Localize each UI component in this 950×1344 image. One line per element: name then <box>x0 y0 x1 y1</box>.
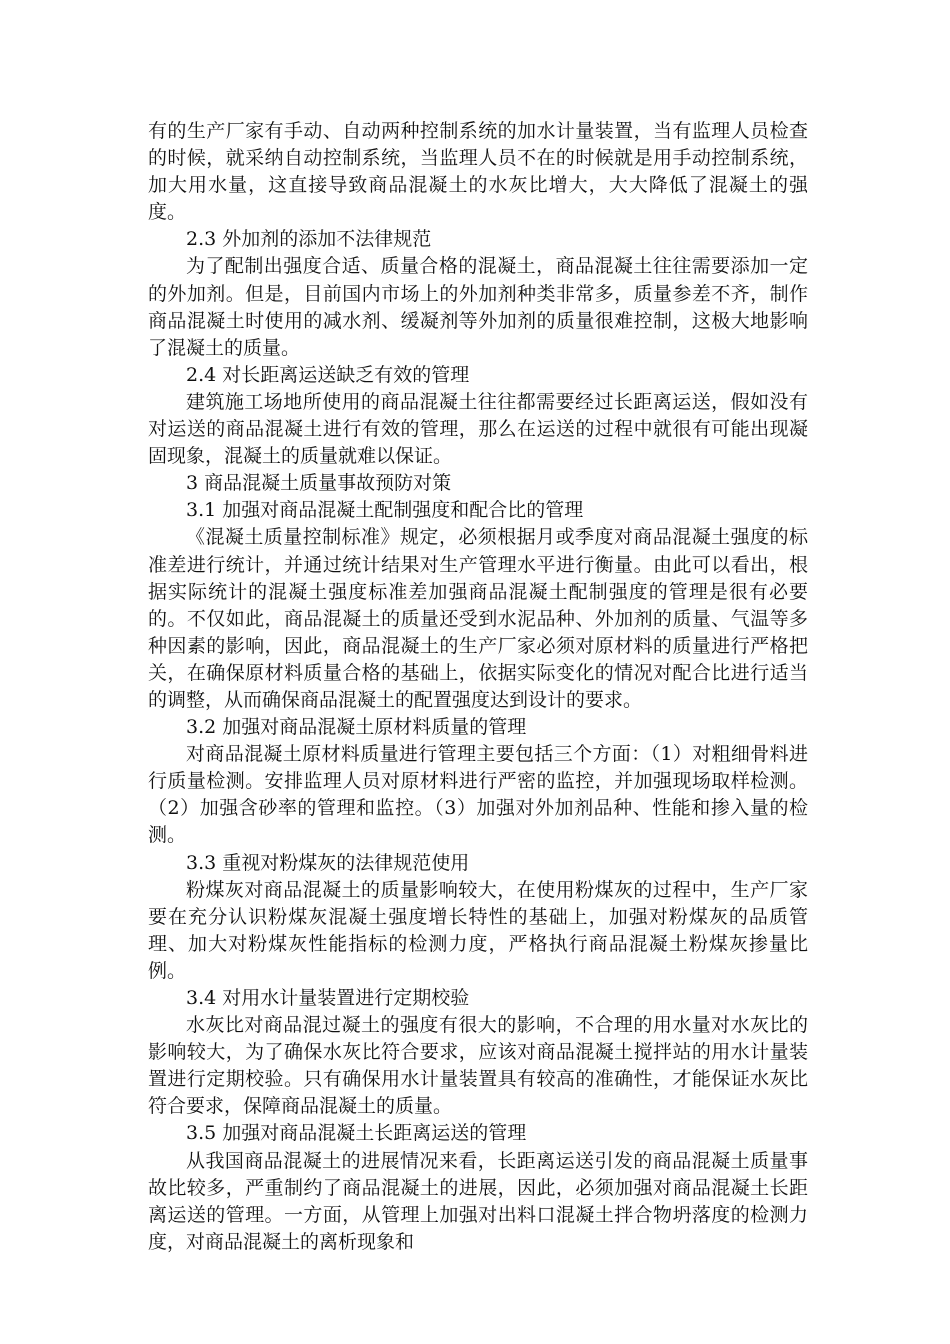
paragraph-admixtures: 为了配制出强度合适、质量合格的混凝土，商品混凝土往往需要添加一定的外加剂。但是，目前国内市场上的外加剂种类非常多，质量参差不齐，制作商品混凝土时使用的减水剂、缓凝剂等外加剂的质量很难控制，这极大地影响了混凝土的质量。 <box>148 255 808 359</box>
heading-3-5: 3.5 加强对商品混凝土长距离运送的管理 <box>186 1122 527 1145</box>
heading-3-4: 3.4 对用水计量装置进行定期校验 <box>186 987 470 1009</box>
heading-3-2: 3.2 加强对商品混凝土原材料质量的管理 <box>186 716 527 739</box>
paragraph-mix-strength: 《混凝土质量控制标准》规定，必须根据月或季度对商品混凝土强度的标准差进行统计，并通过统计结果对生产管理水平进行衡量。由此可以看出，根据实际统计的混凝土强度标准差加强商品混凝土配制强度的管理是很有必要的。不仅如此，商品混凝土的质量还受到水泥品种、外加剂的质量、气温等多种因素的影响，因此，商品混凝土的生产厂家必须对原材料的质量进行严格把关，在确保原材料质量合格的基础上，依据实际变化的情况对配合比进行适当的调整，从而确保商品混凝土的配置强度达到设计的要求。 <box>148 526 808 711</box>
heading-3-1: 3.1 加强对商品混凝土配制强度和配合比的管理 <box>186 499 584 522</box>
paragraph-water-metering-abuse: 有的生产厂家有手动、自动两种控制系统的加水计量装置，当有监理人员检查的时候，就采纳自动控制系统，当监理人员不在的时候就是用手动控制系统，加大用水量，这直接导致商品混凝土的水灰比增大，大大降低了混凝土的强度。 <box>148 120 808 224</box>
paragraph-fly-ash: 粉煤灰对商品混凝土的质量影响较大，在使用粉煤灰的过程中，生产厂家要在充分认识粉煤灰混凝土强度增长特性的基础上，加强对粉煤灰的品质管理、加大对粉煤灰性能指标的检测力度，严格执行商品混凝土粉煤灰掺量比例。 <box>148 878 808 982</box>
paragraph-water-calibration: 水灰比对商品混过凝土的强度有很大的影响，不合理的用水量对水灰比的影响较大，为了确保水灰比符合要求，应该对商品混凝土搅拌站的用水计量装置进行定期校验。只有确保用水计量装置具有较高的准确性，才能保证水灰比符合要求，保障商品混凝土的质量。 <box>148 1014 808 1118</box>
paragraph-raw-materials: 对商品混凝土原材料质量进行管理主要包括三个方面：（1）对粗细骨料进行质量检测。安排监理人员对原材料进行严密的监控，并加强现场取样检测。（2）加强含砂率的管理和监控。（3）加强对外加剂品种、性能和掺入量的检测。 <box>148 743 808 847</box>
paragraph-transport-management: 从我国商品混凝土的进展情况来看，长距离运送引发的商品混凝土质量事故比较多，严重制约了商品混凝土的进展，因此，必须加强对商品混凝土长距离运送的管理。一方面，从管理上加强对出料口混凝土拌合物坍落度的检测力度，对商品混凝土的离析现象和 <box>148 1149 808 1253</box>
document-body <box>148 118 808 1256</box>
heading-2-4: 2.4 对长距离运送缺乏有效的管理 <box>186 363 470 386</box>
heading-3-3: 3.3 重视对粉煤灰的法律规范使用 <box>186 851 470 874</box>
heading-2-3: 2.3 外加剂的添加不法律规范 <box>186 228 432 251</box>
paragraph-long-distance-transport: 建筑施工场地所使用的商品混凝土往往都需要经过长距离运送，假如没有对运送的商品混凝土进行有效的管理，那么在运送的过程中就很有可能出现凝固现象，混凝土的质量就难以保证。 <box>148 390 808 468</box>
heading-3: 3 商品混凝土质量事故预防对策 <box>186 472 452 495</box>
